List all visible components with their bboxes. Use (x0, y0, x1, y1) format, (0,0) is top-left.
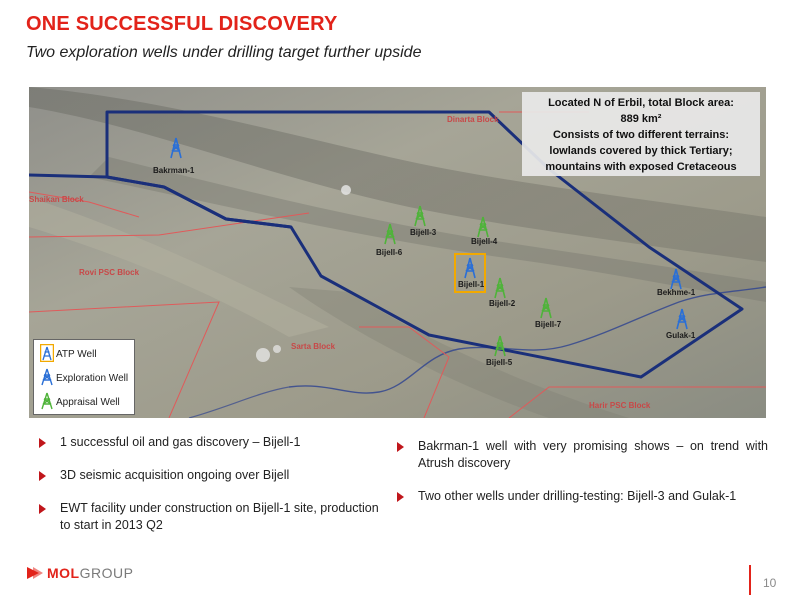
appraisal-well-icon[interactable] (493, 335, 507, 357)
block-label-sarta: Sarta Block (291, 342, 336, 351)
page-number: 10 (763, 576, 777, 590)
well-label-bijell6: Bijell-6 (376, 248, 403, 257)
slide-subtitle: Two exploration wells under drilling target further upside (26, 44, 422, 61)
well-label-bakrman: Bakrman-1 (153, 166, 195, 175)
well-label-bijell4: Bijell-4 (471, 237, 498, 246)
bullet-item: Bakrman-1 well with very promising shows – on trend with Atrush discovery (388, 438, 768, 472)
appraisal-well-icon[interactable] (493, 277, 507, 299)
block-info-box (522, 92, 760, 176)
info-line-1: Located N of Erbil, total Block area: (548, 97, 734, 109)
bullet-item: 1 successful oil and gas discovery – Bijell-1 (30, 434, 380, 451)
well-label-gulak: Gulak-1 (666, 331, 696, 340)
appraisal-well-icon (40, 392, 54, 410)
well-label-bijell3: Bijell-3 (410, 228, 437, 237)
info-line-2: 889 km² (620, 113, 662, 125)
exploration-well-icon[interactable] (669, 268, 683, 290)
well-label-bijell2: Bijell-2 (489, 299, 516, 308)
bullet-list-left (30, 434, 380, 534)
bullet-item: EWT facility under construction on Bijell-1 site, production to start in 2013 Q2 (30, 500, 380, 534)
appraisal-well-icon[interactable] (413, 205, 427, 227)
block-label-harir: Harir PSC Block (589, 401, 651, 410)
info-line-4: lowlands covered by thick Tertiary; (549, 145, 733, 157)
exploration-well-icon[interactable] (675, 308, 689, 330)
appraisal-well-icon[interactable] (539, 297, 553, 319)
well-label-bijell5: Bijell-5 (486, 358, 513, 367)
logo-text-group: GROUP (79, 565, 134, 581)
block-label-shaikan: Shaikan Block (29, 195, 84, 204)
legend-item-atp (34, 344, 134, 364)
legend-item-appraisal (34, 392, 134, 412)
logo-text-mol: MOL (47, 565, 80, 581)
bullet-list-right (388, 438, 768, 505)
atp-well-icon (40, 344, 54, 362)
bullet-item: 3D seismic acquisition ongoing over Bijell (30, 467, 380, 484)
block-label-dinarta: Dinarta Block (447, 115, 499, 124)
legend-label-exploration: Exploration Well (56, 373, 129, 384)
exploration-well-icon (40, 368, 54, 386)
well-label-bijell1: Bijell-1 (458, 280, 485, 289)
well-label-bijell7: Bijell-7 (535, 320, 562, 329)
info-line-3: Consists of two different terrains: (552, 129, 730, 141)
bullet-item: Two other wells under drilling-testing: Bijell-3 and Gulak-1 (388, 488, 768, 505)
appraisal-well-icon[interactable] (476, 216, 490, 238)
legend-label-atp: ATP Well (56, 349, 97, 360)
well-label-bekhme: Bekhme-1 (657, 288, 696, 297)
map-legend (33, 339, 135, 415)
legend-label-appraisal: Appraisal Well (56, 397, 120, 408)
mol-logo-icon (25, 563, 45, 583)
exploration-well-icon[interactable] (169, 137, 183, 159)
appraisal-well-icon[interactable] (383, 223, 397, 245)
exploration-well-icon[interactable] (463, 257, 477, 279)
slide-title: ONE SUCCESSFUL DISCOVERY (26, 13, 338, 35)
info-line-5: mountains with exposed Cretaceous (545, 161, 737, 173)
footer-divider (749, 565, 751, 595)
legend-item-exploration (34, 368, 134, 388)
block-label-rovi: Rovi PSC Block (79, 268, 140, 277)
